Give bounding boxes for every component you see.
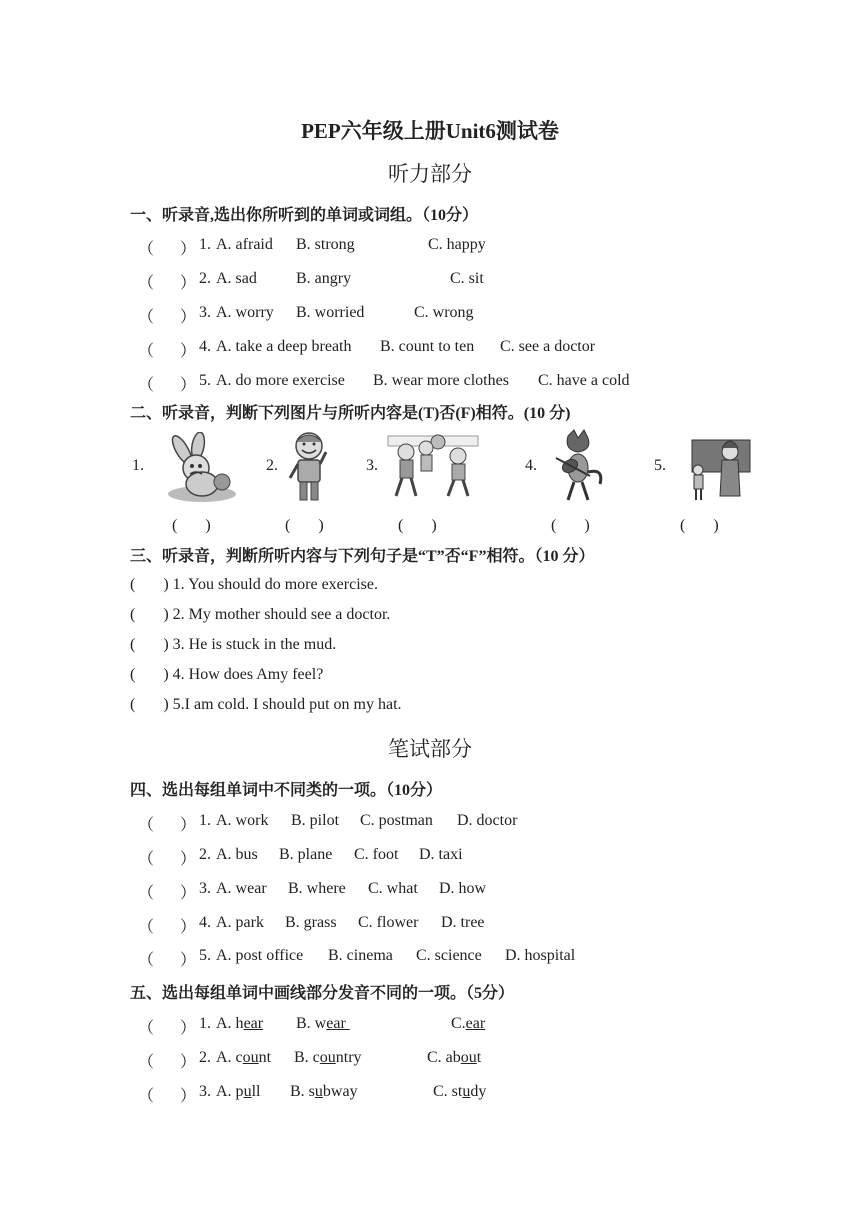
open-paren: （ (138, 885, 155, 902)
close-paren: ） (180, 851, 197, 868)
option-a (216, 1015, 263, 1033)
option-a: A. bus (216, 846, 258, 863)
underlined-letters: ou (319, 1049, 336, 1066)
option-a (216, 1083, 260, 1101)
item-number: 5. (199, 947, 211, 964)
option-b (296, 1015, 350, 1033)
close-paren: ） (180, 241, 197, 258)
rabbit-picture (162, 432, 242, 504)
open-paren: （ (138, 1054, 155, 1071)
option-d: D. tree (441, 914, 485, 931)
option-text: bway (322, 1083, 358, 1100)
item-number: 2. (199, 1049, 211, 1066)
close-paren: ） (180, 1020, 197, 1037)
open-paren: （ (138, 952, 155, 969)
close-paren: ） (180, 817, 197, 834)
open-paren: （ (138, 343, 155, 360)
item-number: 3. (199, 304, 211, 321)
open-paren: （ (138, 817, 155, 834)
underlined-letters: ear (326, 1015, 350, 1032)
close-paren: ） (180, 1054, 197, 1071)
option-c: C. sit (450, 270, 484, 287)
open-paren: （ (138, 919, 155, 936)
children-playing-picture (386, 432, 480, 502)
close-paren: ） (180, 952, 197, 969)
option-c (433, 1083, 486, 1101)
teacher-picture (686, 430, 752, 502)
open-paren: （ (138, 1020, 155, 1037)
open-paren: （ (138, 377, 155, 394)
option-d: D. hospital (505, 947, 576, 964)
option-b: B. count to ten (380, 338, 475, 355)
part2-heading: 二、听录音，判断下列图片与所听内容是(T)否(F)相符。(10 分) (130, 405, 571, 422)
picture-label: 4. (525, 457, 537, 474)
close-paren: ） (180, 275, 197, 292)
close-paren: ） (180, 377, 197, 394)
underlined-letters: u (462, 1083, 471, 1100)
option-b: B. angry (296, 270, 352, 287)
option-c: C. see a doctor (500, 338, 596, 355)
answer-blank[interactable]: ( ) (551, 517, 590, 534)
part4-heading: 四、选出每组单词中不同类的一项。（10分） (130, 782, 443, 799)
option-a: A. worry (216, 304, 274, 321)
statement-item: ( ) 5.I am cold. I should put on my hat. (130, 696, 402, 713)
open-paren: （ (138, 241, 155, 258)
option-text: C. ab (427, 1049, 461, 1066)
close-paren: ） (180, 1088, 197, 1105)
option-b: B. pilot (291, 812, 340, 829)
option-text: t (476, 1049, 482, 1066)
answer-blank[interactable]: ( ) (285, 517, 324, 534)
page-title: PEP六年级上册Unit6测试卷 (301, 119, 559, 143)
option-text: B. w (296, 1015, 327, 1032)
option-a (216, 1049, 271, 1067)
open-paren: （ (138, 851, 155, 868)
option-d: D. taxi (419, 846, 463, 863)
option-a: A. take a deep breath (216, 338, 352, 355)
answer-blank[interactable]: ( ) (680, 517, 719, 534)
fox-violin-picture (550, 428, 608, 504)
open-paren: （ (138, 309, 155, 326)
option-a: A. do more exercise (216, 372, 345, 389)
close-paren: ） (180, 919, 197, 936)
item-number: 1. (199, 236, 211, 253)
close-paren: ） (180, 343, 197, 360)
option-a: A. post office (216, 947, 304, 964)
underlined-letters: ou (242, 1049, 259, 1066)
option-c: C. have a cold (538, 372, 630, 389)
option-text: A. p (216, 1083, 244, 1100)
item-number: 2. (199, 270, 211, 287)
option-c: C. wrong (414, 304, 474, 321)
listening-section-title: 听力部分 (388, 162, 472, 186)
option-b: B. grass (285, 914, 337, 931)
option-text: B. c (294, 1049, 320, 1066)
picture-label: 5. (654, 457, 666, 474)
option-c (451, 1015, 485, 1033)
option-a: A. sad (216, 270, 257, 287)
option-d: D. doctor (457, 812, 518, 829)
option-text: B. s (290, 1083, 315, 1100)
option-c (427, 1049, 481, 1067)
option-b: B. cinema (328, 947, 393, 964)
option-text: C. st (433, 1083, 463, 1100)
item-number: 4. (199, 338, 211, 355)
underlined-letters: u (243, 1083, 252, 1100)
statement-item: ( ) 3. He is stuck in the mud. (130, 636, 337, 653)
picture-label: 1. (132, 457, 144, 474)
item-number: 3. (199, 1083, 211, 1100)
item-number: 1. (199, 812, 211, 829)
option-b: B. strong (296, 236, 355, 253)
answer-blank[interactable]: ( ) (172, 517, 211, 534)
option-a: A. afraid (216, 236, 273, 253)
answer-blank[interactable]: ( ) (398, 517, 437, 534)
writing-section-title: 笔试部分 (388, 737, 472, 761)
option-text: ll (251, 1083, 261, 1100)
option-c: C. happy (428, 236, 486, 253)
open-paren: （ (138, 275, 155, 292)
underlined-letters: ou (460, 1049, 477, 1066)
statement-item: ( ) 4. How does Amy feel? (130, 666, 324, 683)
underlined-letters: u (314, 1083, 323, 1100)
option-b: B. where (288, 880, 346, 897)
option-b (290, 1083, 358, 1101)
part1-heading: 一、听录音,选出你所听到的单词或词组。（10分） (130, 207, 479, 224)
statement-item: ( ) 1. You should do more exercise. (130, 576, 378, 593)
option-text: C. (451, 1015, 466, 1032)
open-paren: （ (138, 1088, 155, 1105)
item-number: 1. (199, 1015, 211, 1032)
item-number: 5. (199, 372, 211, 389)
boy-picture (284, 430, 334, 504)
option-text: nt (258, 1049, 272, 1066)
option-b: B. worried (296, 304, 365, 321)
option-text: A. c (216, 1049, 243, 1066)
underlined-letters: ear (465, 1015, 486, 1032)
picture-label: 3. (366, 457, 378, 474)
option-a: A. park (216, 914, 264, 931)
option-b (294, 1049, 362, 1067)
picture-label: 2. (266, 457, 278, 474)
option-a: A. wear (216, 880, 267, 897)
close-paren: ） (180, 885, 197, 902)
option-a: A. work (216, 812, 269, 829)
option-d: D. how (439, 880, 487, 897)
close-paren: ） (180, 309, 197, 326)
part3-heading: 三、听录音，判断所听内容与下列句子是“T”否“F”相符。（10 分） (130, 548, 595, 565)
item-number: 3. (199, 880, 211, 897)
option-text: ntry (335, 1049, 362, 1066)
part5-heading: 五、选出每组单词中画线部分发音不同的一项。（5分） (130, 985, 515, 1002)
option-text: dy (470, 1083, 487, 1100)
item-number: 4. (199, 914, 211, 931)
option-b: B. wear more clothes (373, 372, 509, 389)
option-b: B. plane (279, 846, 333, 863)
statement-item: ( ) 2. My mother should see a doctor. (130, 606, 391, 623)
underlined-letters: ear (243, 1015, 264, 1032)
item-number: 2. (199, 846, 211, 863)
option-c: C. what (368, 880, 418, 897)
option-c: C. science (416, 947, 482, 964)
option-c: C. postman (360, 812, 433, 829)
option-c: C. flower (358, 914, 419, 931)
option-c: C. foot (354, 846, 399, 863)
option-text: A. h (216, 1015, 244, 1032)
